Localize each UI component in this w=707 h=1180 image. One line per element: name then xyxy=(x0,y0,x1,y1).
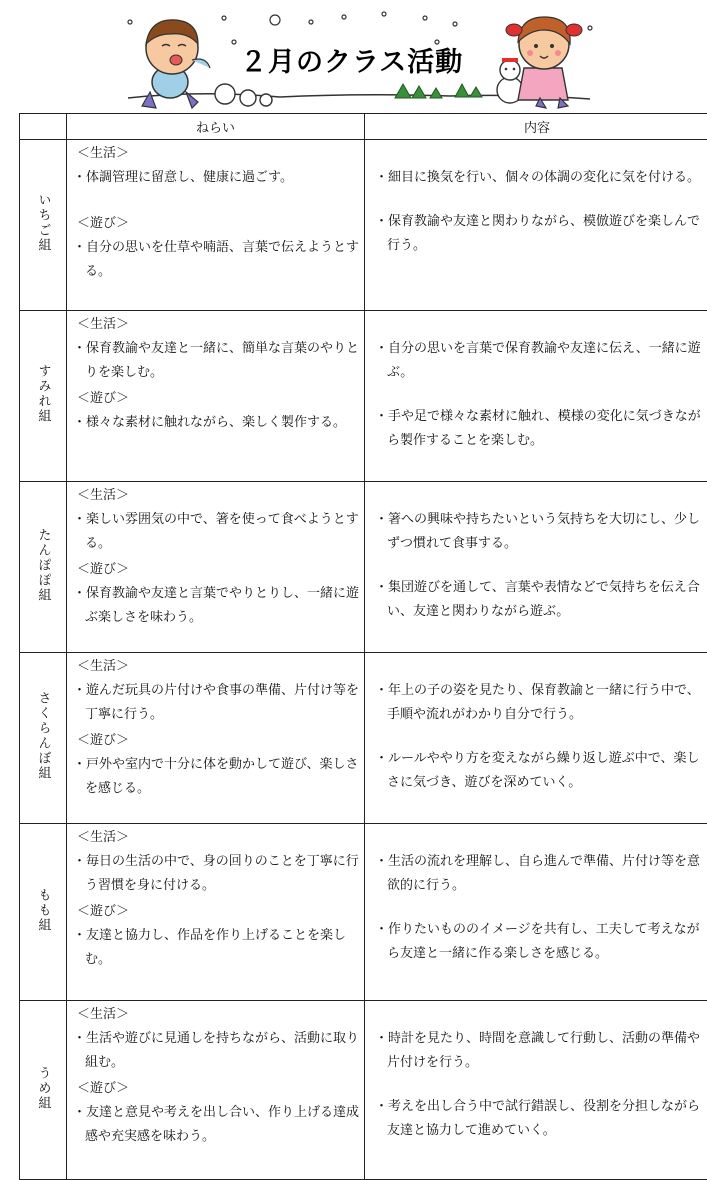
content-item: ・作りたいもののイメージを共有し、工夫して考えながら友達と一緒に作る楽しさを感じる。 xyxy=(375,918,703,966)
group-name: うめ組 xyxy=(37,1066,50,1111)
play-label: ＜遊び＞ xyxy=(77,1079,360,1099)
content-cell xyxy=(365,140,707,311)
group-name: すみれ組 xyxy=(37,364,50,424)
play-aim: ・様々な素材に触れながら、楽しく製作する。 xyxy=(73,411,360,435)
content-item: ・細目に換気を行い、個々の体調の変化に気を付ける。 xyxy=(375,166,703,190)
play-aim: ・自分の思いを仕草や喃語、言葉で伝えようとする。 xyxy=(73,236,360,284)
aim-cell xyxy=(67,653,365,824)
life-label: ＜生活＞ xyxy=(77,828,360,848)
content-item: ・考えを出し合う中で試行錯誤し、役割を分担しながら友達と協力して進めていく。 xyxy=(375,1095,703,1143)
content-cell xyxy=(365,311,707,482)
group-name: もも組 xyxy=(37,888,50,933)
play-aim: ・戸外や室内で十分に体を動かして遊び、楽しさを感じる。 xyxy=(73,753,360,801)
page-title: ２月のクラス活動 xyxy=(240,40,463,79)
content-item: ・ルールややり方を変えながら繰り返し遊ぶ中で、楽しさに気づき、遊びを深めていく。 xyxy=(375,747,703,795)
group-cell xyxy=(20,482,67,653)
boy-character-icon xyxy=(142,20,210,108)
aim-cell xyxy=(67,311,365,482)
content-cell xyxy=(365,653,707,824)
group-cell xyxy=(20,824,67,1001)
play-aim: ・友達と意見や考えを出し合い、作り上げる達成感や充実感を味わう。 xyxy=(73,1101,360,1149)
play-label: ＜遊び＞ xyxy=(77,560,360,580)
page-header xyxy=(0,0,707,112)
header-content: 内容 xyxy=(365,114,707,140)
header-aim: ねらい xyxy=(67,114,365,140)
play-label: ＜遊び＞ xyxy=(77,902,360,922)
play-label: ＜遊び＞ xyxy=(77,389,360,409)
content-item: ・自分の思いを言葉で保育教諭や友達に伝え、一緒に遊ぶ。 xyxy=(375,337,703,385)
group-cell xyxy=(20,140,67,311)
life-label: ＜生活＞ xyxy=(77,1005,360,1025)
content-item: ・保育教諭や友達と関わりながら、模倣遊びを楽しんで行う。 xyxy=(375,210,703,258)
table-row xyxy=(20,140,707,311)
life-label: ＜生活＞ xyxy=(77,144,360,164)
header-group xyxy=(20,114,67,140)
table-row xyxy=(20,311,707,482)
content-item: ・箸への興味や持ちたいという気持ちを大切にし、少しずつ慣れて食事する。 xyxy=(375,508,703,556)
group-cell xyxy=(20,311,67,482)
life-label: ＜生活＞ xyxy=(77,657,360,677)
class-activity-table xyxy=(19,113,707,1180)
content-item: ・手や足で様々な素材に触れ、模様の変化に気づきながら製作することを楽しむ。 xyxy=(375,405,703,453)
play-aim: ・友達と協力し、作品を作り上げることを楽しむ。 xyxy=(73,924,360,972)
life-label: ＜生活＞ xyxy=(77,486,360,506)
play-label: ＜遊び＞ xyxy=(77,214,360,234)
content-item: ・時計を見たり、時間を意識して行動し、活動の準備や片付けを行う。 xyxy=(375,1027,703,1075)
life-aim: ・楽しい雰囲気の中で、箸を使って食べようとする。 xyxy=(73,508,360,556)
life-label: ＜生活＞ xyxy=(77,315,360,335)
table-row xyxy=(20,1001,707,1180)
group-cell xyxy=(20,653,67,824)
aim-cell xyxy=(67,1001,365,1180)
life-aim: ・遊んだ玩具の片付けや食事の準備、片付け等を丁寧に行う。 xyxy=(73,679,360,727)
group-name: たんぽぽ組 xyxy=(37,528,50,603)
table-header-row xyxy=(20,114,707,140)
play-label: ＜遊び＞ xyxy=(77,731,360,751)
group-cell xyxy=(20,1001,67,1180)
table-row xyxy=(20,653,707,824)
life-aim: ・保育教諭や友達と一緒に、簡単な言葉のやりとりを楽しむ。 xyxy=(73,337,360,385)
tree-icons xyxy=(395,84,482,98)
aim-cell xyxy=(67,824,365,1001)
table-row xyxy=(20,824,707,1001)
content-cell xyxy=(365,824,707,1001)
aim-cell xyxy=(67,140,365,311)
group-name: いちご組 xyxy=(37,193,50,253)
content-item: ・集団遊びを通して、言葉や表情などで気持ちを伝え合い、友達と関わりながら遊ぶ。 xyxy=(375,576,703,624)
life-aim: ・体調管理に留意し、健康に過ごす。 xyxy=(73,166,360,190)
life-aim: ・生活や遊びに見通しを持ちながら、活動に取り組む。 xyxy=(73,1027,360,1075)
aim-cell xyxy=(67,482,365,653)
group-name: さくらんぼ組 xyxy=(37,691,50,781)
content-cell xyxy=(365,1001,707,1180)
snowball-icons xyxy=(215,84,272,106)
content-item: ・生活の流れを理解し、自ら進んで準備、片付け等を意欲的に行う。 xyxy=(375,850,703,898)
content-item: ・年上の子の姿を見たり、保育教諭と一緒に行う中で、手順や流れがわかり自分で行う。 xyxy=(375,679,703,727)
table-row xyxy=(20,482,707,653)
content-cell xyxy=(365,482,707,653)
play-aim: ・保育教諭や友達と言葉でやりとりし、一緒に遊ぶ楽しさを味わう。 xyxy=(73,582,360,630)
life-aim: ・毎日の生活の中で、身の回りのことを丁寧に行う習慣を身に付ける。 xyxy=(73,850,360,898)
